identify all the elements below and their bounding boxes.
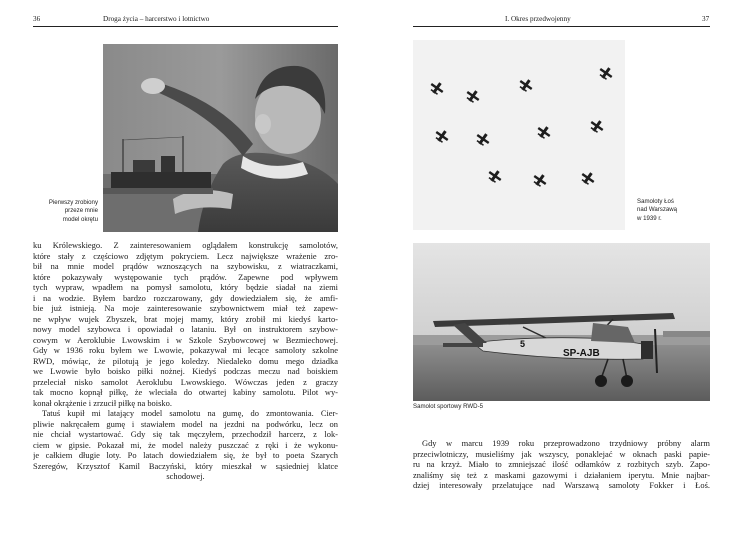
text-line: przeciwlotniczy, musieliśmy jak wszyscy, ponaklejać w oknach paski papie-: [413, 448, 710, 459]
boy-photo-caption: [24, 199, 98, 224]
text-line: ne wpływ wujek Zbyszek, brat mojej mamy, który zrobił mi kiedyś karto-: [33, 313, 338, 324]
planes-formation-photo: [413, 40, 625, 230]
text-line: je całkiem długie loty. Po latach dowiedziałem się, że był to poeta Szarych: [33, 450, 338, 460]
boy-ship-model-photo: [103, 44, 338, 232]
caption-line: Samolot sportowy RWD-5: [413, 403, 483, 410]
aircraft-number: 5: [520, 339, 526, 349]
text-line: które pokazywały występowanie tych prądów. Zapewne pod wpływem: [33, 271, 338, 282]
right-page: [375, 0, 750, 533]
right-page-number: 37: [702, 15, 710, 23]
text-line: pliwie nakręcałem gumę i stawiałem model na jezdni na podwórku, lecz on: [33, 418, 338, 429]
text-line: Tatuś kupił mi latający model samolotu na gumę, do zmontowania. Cier-: [42, 408, 338, 418]
text-line: Gdy w 1936 roku byłem we Lwowie, pokazywał mi lecące samoloty szkolne: [33, 345, 338, 355]
text-line: we Lwowie było boisko piłki nożnej. Kiedyś podczas meczu nad boiskiem: [33, 366, 338, 376]
caption-line: model okrętu: [62, 215, 98, 223]
right-running-head: I. Okres przedwojenny: [505, 15, 571, 23]
right-header-rule: [413, 26, 710, 27]
caption-line: w 1939 r.: [637, 214, 662, 222]
left-body-text: [33, 240, 338, 482]
text-line: nie chciał wystartować. Gdy się tak męczyłem, przechodził harcerz, z lok-: [33, 429, 338, 439]
text-line: tych wypraw, wpadłem na pomysł samolotu, który będzie siadał na ziemi: [33, 282, 338, 292]
text-line: nowy model szybowca i opowiadał o lataniu. Był on instruktorem szybow-: [33, 324, 338, 334]
text-line: cowym w Aeroklubie Lwowskim i w Szkole Szybowcowej w Bezmiechowej.: [33, 334, 338, 345]
text-line: przeleciał nisko samolot Aeroklubu Lwowskiego. Wówczas jeden z graczy: [33, 376, 338, 387]
text-line: i na wodzie. Byłem bardzo rozczarowany, gdy dowiedziałem się, że amfi-: [33, 292, 338, 303]
caption-line: Samoloty Łoś: [637, 198, 674, 205]
caption-line: nad Warszawą: [637, 206, 678, 214]
text-line: które stały z częściowo zdjętym pokryciem. Lecz największe wrażenie zro-: [33, 250, 338, 261]
text-line: dziej interesowały przelatujące nad Warszawą samoloty Fokker i Łoś.: [413, 480, 710, 490]
rwd5-photo-caption: [413, 403, 483, 411]
text-line: znaliśmy się też z maskami gazowymi i działaniem iperytu. Mnie najbar-: [413, 469, 710, 480]
text-line: ciem w gipsie. Pokazał mi, że model należy puszczać z ręki i że wykonu-: [33, 439, 338, 450]
text-line: ku Królewskiego. Z zainteresowaniem oglądałem konstrukcję samolotów,: [33, 240, 338, 250]
text-line: bie już istnieją. Na moje zainteresowanie szybownictwem miał też zapew-: [33, 303, 338, 313]
text-line: RWD, mówiąc, że pilotują je jego koledzy. Niedaleko domu mego dziadka: [33, 355, 338, 366]
text-line: Szeregów, Krzysztof Kamil Baczyński, który mieszkał w sąsiedniej klatce: [33, 460, 338, 471]
text-line: Gdy w marcu 1939 roku przeprowadzono trzydniowy próbny alarm: [422, 438, 710, 448]
left-header-rule: [33, 26, 338, 27]
aircraft-registration: SP-AJB: [563, 348, 600, 359]
planes-photo-caption: [637, 198, 717, 223]
text-line: bił na mnie model prądów wznoszących na szybowisku, z wiatraczkami,: [33, 261, 338, 271]
right-body-text: [413, 438, 710, 491]
left-page-number: 36: [33, 15, 41, 23]
caption-line: Pierwszy zrobiony: [48, 199, 98, 206]
rwd5-plane-photo: [413, 243, 710, 401]
caption-line: przeze mnie: [64, 207, 98, 215]
text-line: tak mocno kopnął piłkę, że wleciała do otwartej kabiny samolotu. Pilot wy-: [33, 387, 338, 397]
left-running-head: Droga życia – harcerstwo i lotnictwo: [103, 15, 210, 23]
text-line: schodowej.: [166, 471, 205, 481]
text-line: ru na krzyż. Miało to zmniejszać ilość odłamków z rozbitych szyb. Zapo-: [413, 459, 710, 469]
text-line: konał okrążenie i zrzucił piłkę na boisko.: [33, 397, 172, 408]
